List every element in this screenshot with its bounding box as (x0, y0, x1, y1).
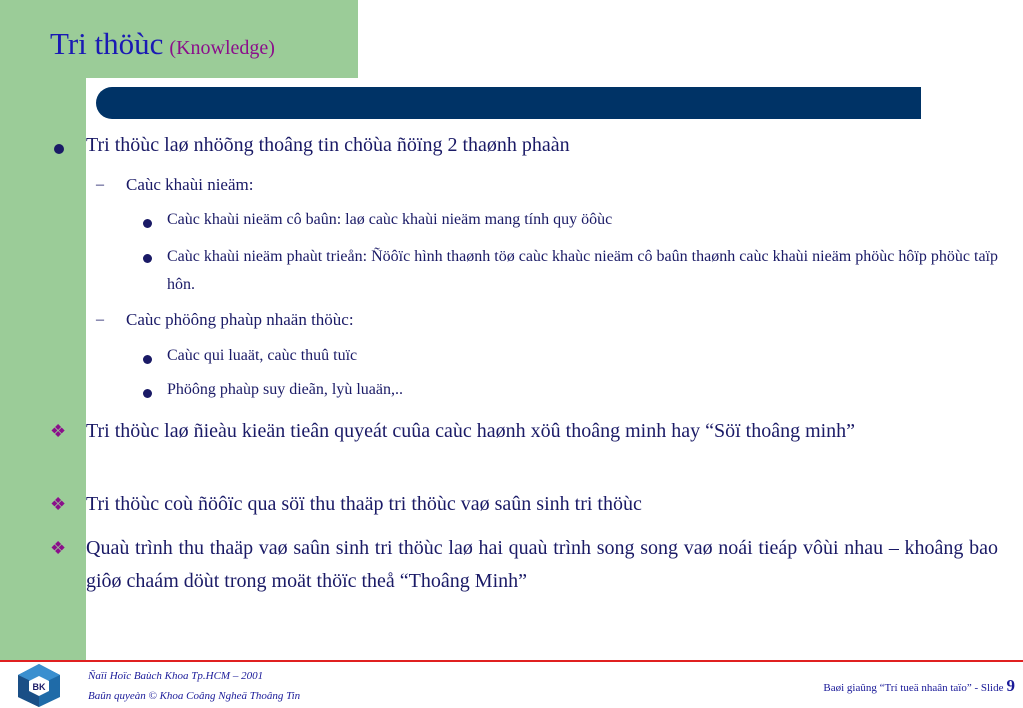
bullet-item (50, 132, 1000, 159)
bullet-item (50, 415, 998, 447)
bullet-text: Caùc phöông phaùp nhaän thöùc: (126, 310, 354, 329)
bullet-text: Caùc khaùi nieäm cô baûn: laø caùc khaùi nieäm mang tính quy öôùc (167, 211, 613, 228)
bullet-dot-icon (143, 209, 167, 233)
bullet-text: Phöông phaùp suy dieãn, lyù luaän,.. (167, 381, 403, 398)
bullet-dot-icon (143, 345, 167, 369)
footer-divider (0, 660, 1023, 662)
bullet-dot-icon (50, 132, 86, 159)
university-logo (14, 663, 64, 708)
footer-line-1: Ñaïi Hoïc Baùch Khoa Tp.HCM – 2001 (88, 670, 264, 682)
bullet-item (143, 243, 998, 299)
diamond-bullet-icon: ❖ (50, 494, 67, 514)
bullet-item (96, 308, 1000, 332)
bullet-text: Caùc qui luaät, caùc thuû tuïc (167, 347, 358, 364)
dash-marker: – (96, 176, 104, 193)
slide-number: 9 (1006, 676, 1015, 695)
bullet-dot-icon (143, 243, 167, 268)
bullet-item (143, 209, 998, 233)
diamond-bullet-icon: ❖ (50, 421, 67, 441)
bullet-item (50, 532, 998, 598)
footer-left (88, 666, 300, 706)
title-subtitle: (Knowledge) (169, 37, 275, 59)
bullet-text: Tri thöùc coù ñöôïc qua söï thu thaäp tri thöùc vaø saûn sinh tri thöùc (86, 493, 642, 515)
bullet-item (50, 490, 998, 518)
footer-right (823, 676, 1015, 696)
bullet-text: Caùc khaùi nieäm: (126, 175, 254, 194)
bullet-text: Tri thöùc laø nhöõng thoâng tin chöùa ñöïng 2 thaønh phaàn (86, 134, 570, 156)
bullet-text: Caùc khaùi nieäm phaùt trieån: Ñöôïc hình thaønh töø caùc khaùc nieäm cô baûn thaønh caùc khaùi nieäm phöùc hôïp phöùc taïp hôn. (167, 248, 998, 293)
bullet-text: Tri thöùc laø ñieàu kieän tieân quyeát cuûa caùc haønh xöû thoâng minh hay “Söï thoâng minh” (86, 420, 856, 442)
title-main: Tri thöùc (50, 26, 164, 61)
logo-text: BK (32, 682, 46, 692)
bullet-dot-icon (143, 379, 167, 403)
diamond-bullet-icon: ❖ (50, 538, 67, 558)
footer-caption: Baøi giaûng “Trí tueä nhaân taïo” - Slide (823, 682, 1004, 694)
bullet-item (143, 345, 998, 369)
bullet-item (143, 379, 998, 403)
bullet-item (96, 173, 1000, 197)
bullet-text: Quaù trình thu thaäp vaø saûn sinh tri thöùc laø hai quaù trình song song vaø noái tieáp vôùi nhau – khoâng bao giôø chaám döùt trong moät thöïc theå “Thoâng Minh” (86, 537, 998, 592)
dash-marker: – (96, 311, 104, 328)
footer-line-2: Baûn quyeàn © Khoa Coâng Ngheä Thoâng Tin (88, 690, 301, 702)
